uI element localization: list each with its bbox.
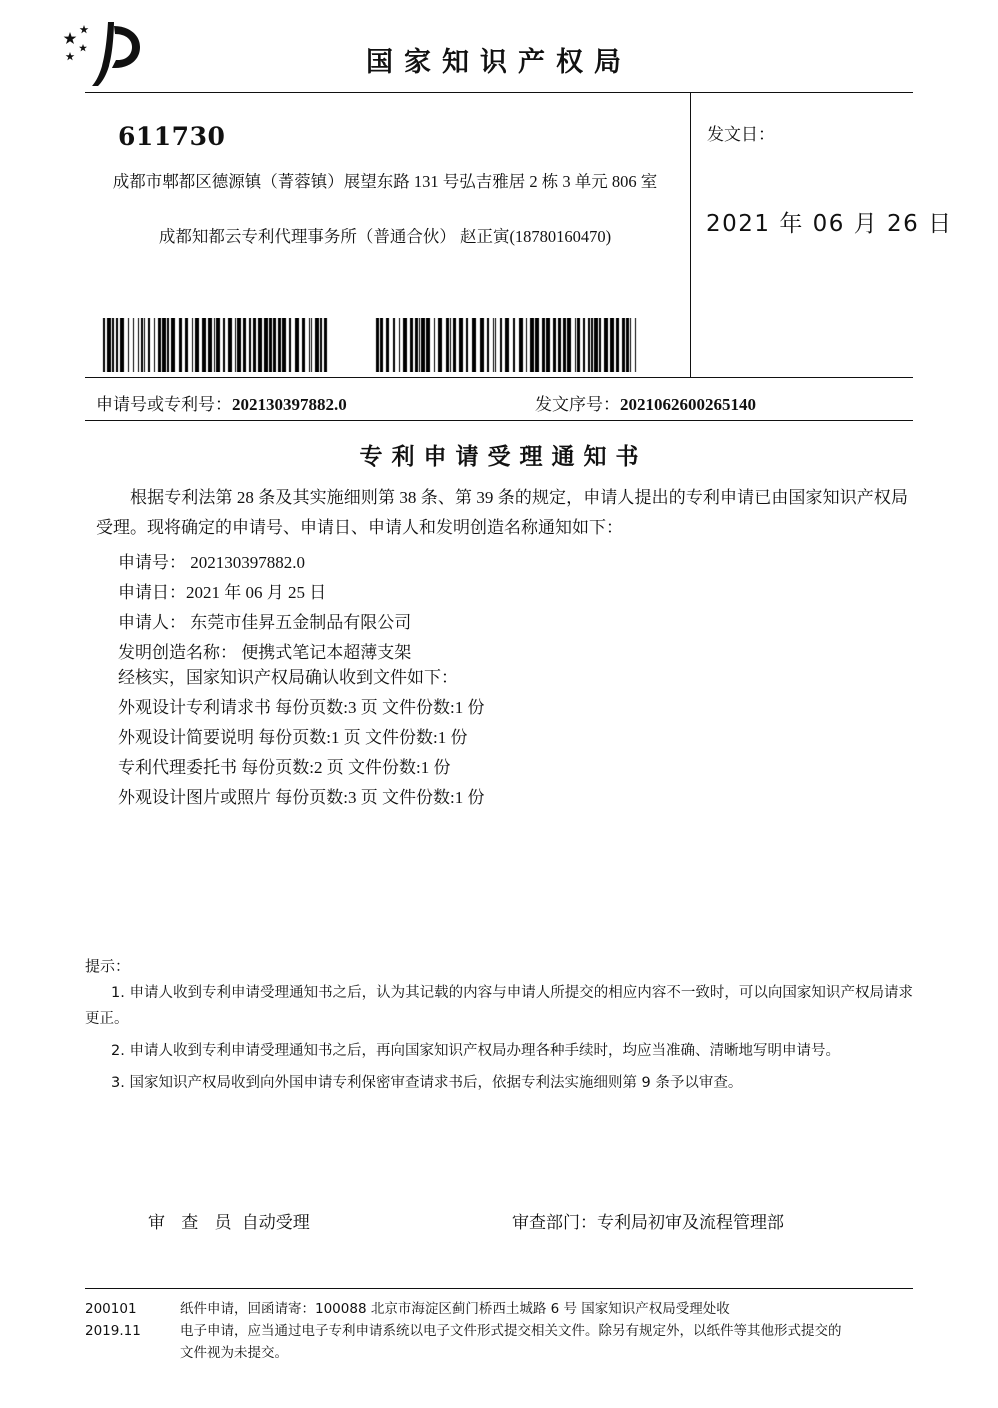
field-invention-title: 发明创造名称： 便携式笔记本超薄支架 xyxy=(118,643,412,662)
field-application-date: 申请日：2021 年 06 月 25 日 xyxy=(118,583,327,602)
field-application-number: 申请号： 202130397882.0 xyxy=(118,553,305,572)
addressee-agent: 成都知都云专利代理事务所（普通合伙） 赵正寅(18780160470) xyxy=(158,227,612,246)
department-label: 审查部门： xyxy=(512,1213,597,1232)
document-item: 外观设计简要说明 每份页数:1 页 文件份数:1 份 xyxy=(118,728,468,747)
tips-list xyxy=(85,980,913,1102)
footer-codes xyxy=(85,1298,141,1342)
tip-item: 2. 申请人收到专利申请受理通知书之后，再向国家知识产权局办理各种手续时，均应当准确、清晰地写明申请号。 xyxy=(111,1043,840,1059)
application-number-value: 202130397882.0 xyxy=(232,395,347,414)
tip-item: 1. 申请人收到专利申请受理通知书之后，认为其记载的内容与申请人所提交的相应内容不一致时，可以向国家知识产权局请求更正。 xyxy=(85,985,913,1027)
document-header xyxy=(0,12,998,90)
received-documents-block xyxy=(118,663,484,813)
examiner-value: 自动受理 xyxy=(241,1213,310,1232)
issue-date-label: 发文日： xyxy=(707,125,775,144)
barcode-application-number xyxy=(100,318,332,372)
divider-mid xyxy=(85,377,913,378)
document-item: 外观设计图片或照片 每份页数:3 页 文件份数:1 份 xyxy=(118,788,485,807)
application-number-row xyxy=(96,390,347,415)
received-documents-title: 经核实，国家知识产权局确认收到文件如下： xyxy=(118,668,458,687)
field-applicant: 申请人： 东莞市佳昇五金制品有限公司 xyxy=(118,613,412,632)
divider-top xyxy=(85,92,913,93)
notice-title: 专利申请受理通知书 xyxy=(359,444,648,469)
addressee-address: 成都市郫都区德源镇（菁蓉镇）展望东路 131 号弘吉雅居 2 栋 3 单元 806 室 xyxy=(112,172,658,191)
footer-code-1: 200101 xyxy=(85,1301,137,1317)
document-item: 外观设计专利请求书 每份页数:3 页 文件份数:1 份 xyxy=(118,698,485,717)
notice-field-list xyxy=(118,548,411,668)
application-number-label: 申请号或专利号： xyxy=(96,395,232,414)
serial-number-row xyxy=(535,390,756,415)
footer-line-3: 文件视为未提交。 xyxy=(180,1345,288,1361)
notice-paragraph: 根据专利法第 28 条及其实施细则第 38 条、第 39 条的规定，申请人提出的专利申请已由国家知识产权局受理。现将确定的申请号、申请日、申请人和发明创造名称通知如下： xyxy=(96,488,908,537)
tips-title: 提示： xyxy=(85,959,131,975)
reference-number: 611730 xyxy=(118,122,226,151)
footer-line-2: 电子申请，应当通过电子专利申请系统以电子文件形式提交相关文件。除另有规定外，以纸件等其他形式提交的 xyxy=(180,1323,842,1339)
serial-number-label: 发文序号： xyxy=(535,395,620,414)
serial-number-value: 2021062600265140 xyxy=(620,395,756,414)
divider-footer xyxy=(85,1288,913,1289)
examiner-label: 审 查 员 xyxy=(148,1213,238,1232)
page-title: 国家知识产权局 xyxy=(366,47,632,78)
footer-code-2: 2019.11 xyxy=(85,1323,141,1339)
tip-item: 3. 国家知识产权局收到向外国申请专利保密审查请求书后，依据专利法实施细则第 9 条予以审查。 xyxy=(111,1075,743,1091)
divider-vertical xyxy=(690,92,691,377)
footer-line-1: 纸件申请，回函请寄：100088 北京市海淀区蓟门桥西土城路 6 号 国家知识产权局受理处收 xyxy=(180,1301,730,1317)
barcode-serial-number xyxy=(373,318,641,372)
department-row xyxy=(512,1208,784,1233)
examiner-row xyxy=(148,1208,310,1233)
issue-date-value: 2021 年 06 月 26 日 xyxy=(706,211,953,237)
divider-bottom xyxy=(85,420,913,421)
document-item: 专利代理委托书 每份页数:2 页 文件份数:1 份 xyxy=(118,758,451,777)
department-value: 专利局初审及流程管理部 xyxy=(597,1213,784,1232)
footer-text xyxy=(180,1298,915,1364)
